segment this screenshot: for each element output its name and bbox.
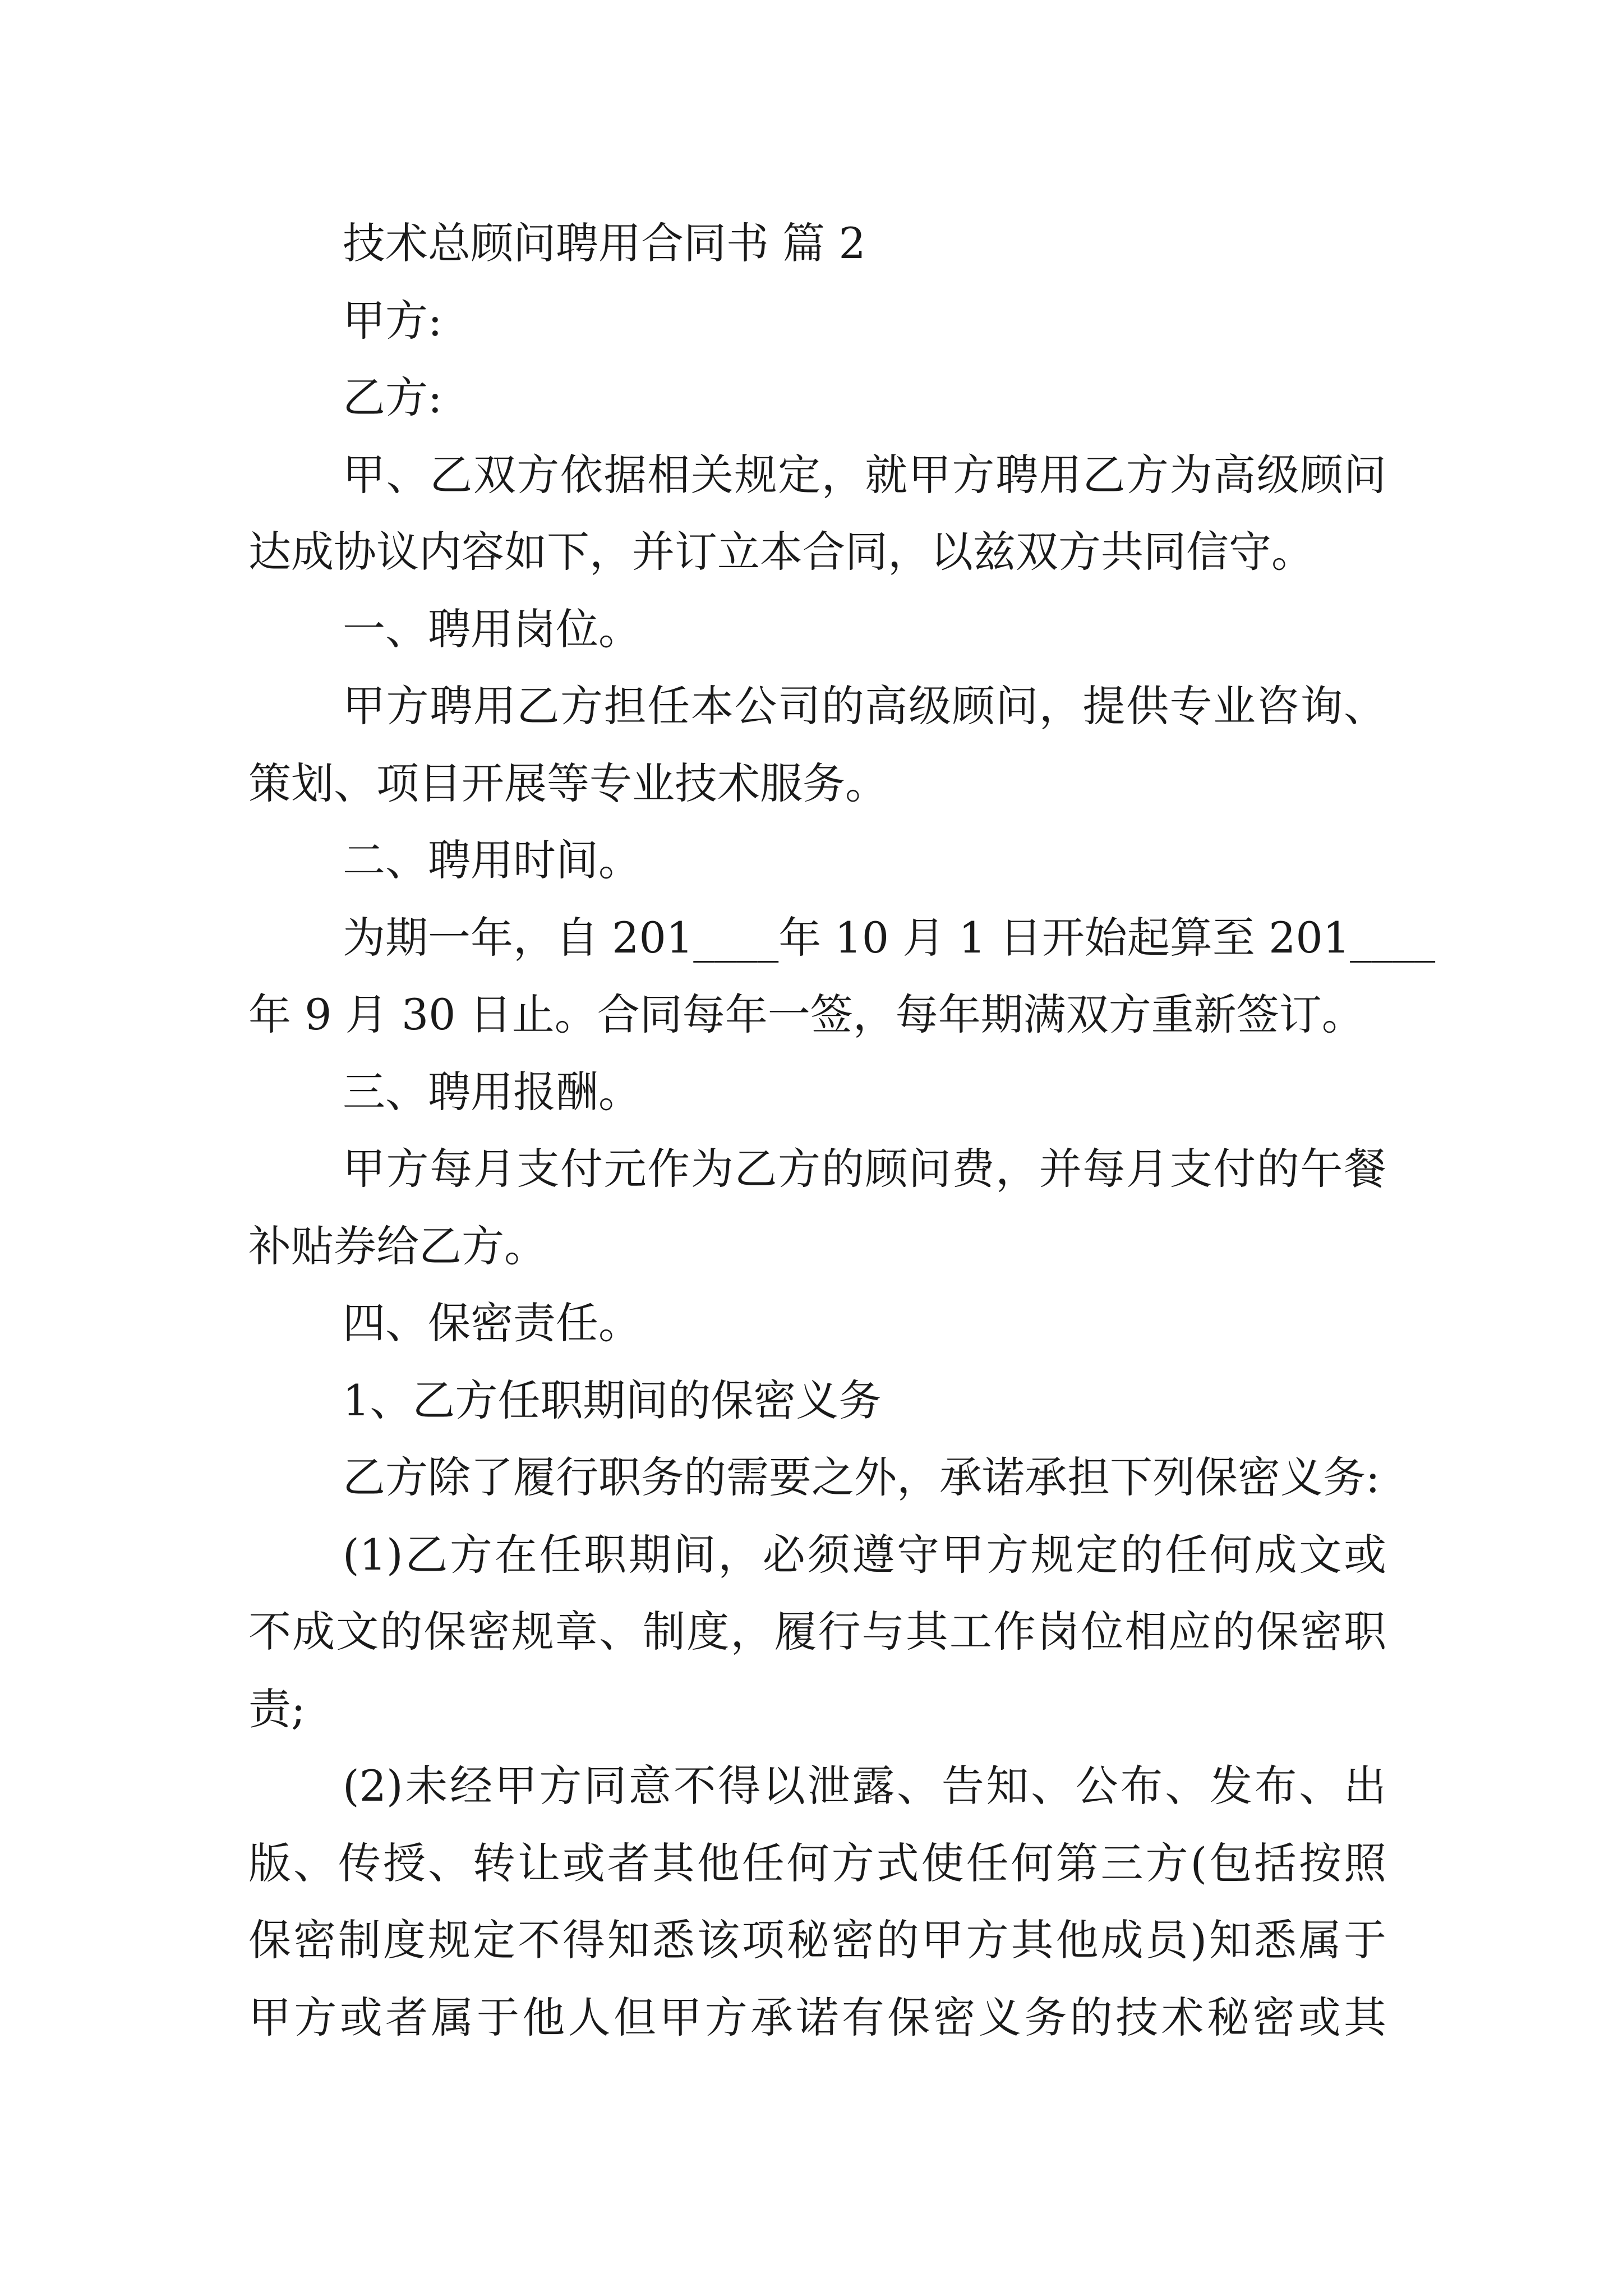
- paragraph-line: (2)未经甲方同意不得以泄露、告知、公布、发布、出: [343, 1761, 1386, 1811]
- section-heading: 四、保密责任。: [343, 1298, 641, 1348]
- party-a-line: 甲方:: [343, 295, 442, 346]
- paragraph-line: 保密制度规定不得知悉该项秘密的甲方其他成员)知悉属于: [248, 1915, 1386, 1965]
- paragraph-line: 乙方除了履行职务的需要之外，承诺承担下列保密义务:: [343, 1452, 1380, 1502]
- document-body: [248, 205, 1436, 2056]
- paragraph-line: 达成协议内容如下，并订立本合同，以兹双方共同信守。: [248, 527, 1314, 577]
- paragraph-line: 年 9 月 30 日止。合同每年一签，每年期满双方重新签订。: [248, 990, 1364, 1039]
- paragraph-line: 责;: [248, 1683, 306, 1734]
- section-heading: 一、聘用岗位。: [343, 604, 641, 654]
- paragraph-line: 甲、乙双方依据相关规定，就甲方聘用乙方为高级顾问: [343, 449, 1386, 500]
- document-title: 技术总顾问聘用合同书 篇 2: [343, 218, 866, 268]
- subsection-heading: 1、乙方任职期间的保密义务: [343, 1375, 882, 1425]
- paragraph-line: (1)乙方在任职期间，必须遵守甲方规定的任何成文或: [343, 1529, 1386, 1580]
- paragraph-line: 不成文的保密规章、制度，履行与其工作岗位相应的保密职: [248, 1607, 1386, 1657]
- section-heading: 二、聘用时间。: [343, 835, 641, 885]
- paragraph-line: 甲方聘用乙方担任本公司的高级顾问，提供专业咨询、: [343, 681, 1386, 731]
- paragraph-line: 为期一年，自 201____年 10 月 1 日开始起算至 201____: [343, 912, 1436, 963]
- paragraph-line: 甲方或者属于他人但甲方承诺有保密义务的技术秘密或其: [248, 1992, 1386, 2042]
- paragraph-line: 版、传授、转让或者其他任何方式使任何第三方(包括按照: [248, 1838, 1386, 1888]
- paragraph-line: 策划、项目开展等专业技术服务。: [248, 758, 888, 808]
- paragraph-line: 补贴券给乙方。: [248, 1221, 547, 1271]
- section-heading: 三、聘用报酬。: [343, 1066, 641, 1117]
- party-b-line: 乙方:: [343, 372, 442, 422]
- paragraph-line: 甲方每月支付元作为乙方的顾问费，并每月支付的午餐: [343, 1144, 1386, 1194]
